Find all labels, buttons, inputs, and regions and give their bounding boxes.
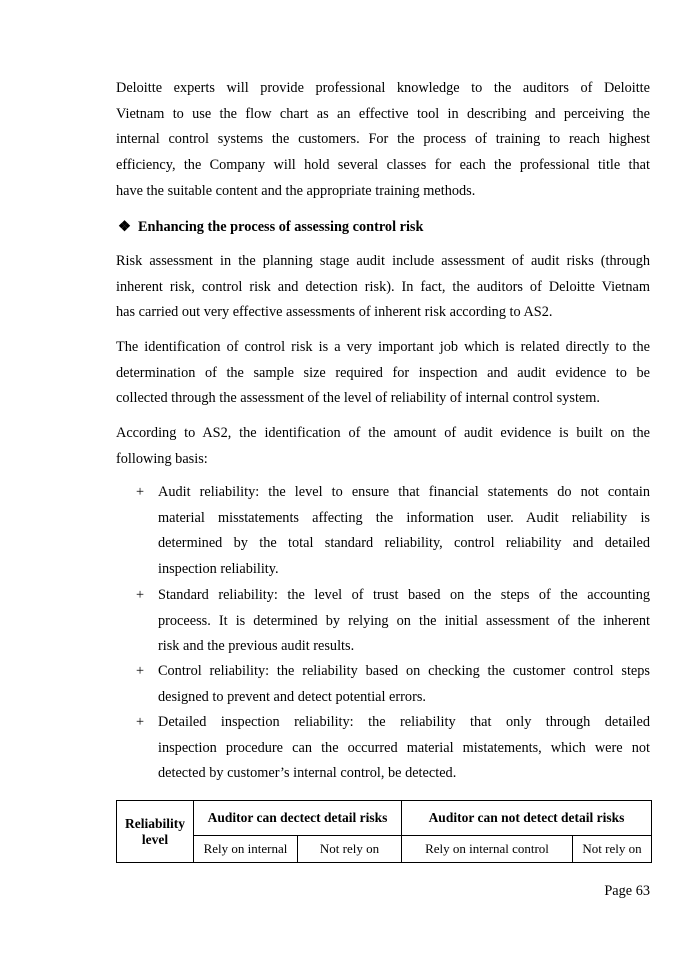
header-can-detect: Auditor can dectect detail risks bbox=[194, 801, 402, 836]
reliability-table bbox=[116, 800, 652, 863]
paragraph-1 bbox=[116, 76, 650, 204]
plus-bullet-icon: + bbox=[136, 484, 145, 500]
text-line: inspection procedure can the occurred material mistatements, which were not bbox=[158, 739, 650, 756]
text-line: efficiency, the Company will hold several classes for each the professional title that bbox=[116, 157, 650, 174]
text-line: determined by the total standard reliability, control reliability and detailed bbox=[158, 535, 650, 552]
text-line: internal control systems the customers. For the process of training to reach highest bbox=[116, 131, 650, 148]
text-line: proceess. It is determined by relying on the initial assessment of the inherent bbox=[158, 612, 650, 629]
list-item-text bbox=[158, 659, 650, 710]
heading-text: Enhancing the process of assessing control risk bbox=[138, 219, 424, 235]
plus-bullet-icon: + bbox=[136, 714, 145, 730]
header-reliability-level: Reliability level bbox=[117, 801, 194, 863]
subheader-cell: Not rely on bbox=[573, 836, 652, 863]
plus-bullet-icon: + bbox=[136, 663, 145, 679]
list-item-text bbox=[158, 710, 650, 787]
section-heading bbox=[118, 217, 423, 237]
text-line: inherent risk, control risk and detection risk). In fact, the auditors of Deloitte Vietnam bbox=[116, 278, 650, 295]
text-line: According to AS2, the identification of the amount of audit evidence is built on the bbox=[116, 425, 650, 441]
list-item-text bbox=[158, 480, 650, 583]
subheader-cell: Not rely on bbox=[298, 836, 402, 863]
list-item bbox=[116, 659, 650, 710]
text-line: material misstatements affecting the information user. Audit reliability is bbox=[158, 509, 650, 526]
list-item-text bbox=[158, 583, 650, 660]
diamond-bullet-icon: ❖ bbox=[118, 219, 131, 235]
paragraph-2 bbox=[116, 249, 650, 326]
paragraph-4 bbox=[116, 421, 650, 472]
text-line: determination of the sample size required for inspection and audit evidence to be bbox=[116, 364, 650, 381]
text-line: Audit reliability: the level to ensure that financial statements do not contain bbox=[158, 484, 650, 500]
subheader-cell: Rely on internal control bbox=[402, 836, 573, 863]
text-line: following basis: bbox=[116, 450, 208, 467]
text-line: Standard reliability: the level of trust based on the steps of the accounting bbox=[158, 587, 650, 603]
text-line: The identification of control risk is a very important job which is related directly to the bbox=[116, 339, 650, 355]
text-line: detected by customer’s internal control, be detected. bbox=[158, 765, 457, 782]
page-number: Page 63 bbox=[604, 883, 650, 899]
text-line: collected through the assessment of the level of reliability of internal control system. bbox=[116, 390, 600, 407]
text-line: Control reliability: the reliability based on checking the customer control steps bbox=[158, 663, 650, 679]
text-line: risk and the previous audit results. bbox=[158, 638, 355, 655]
text-line: Detailed inspection reliability: the reliability that only through detailed bbox=[158, 714, 650, 730]
text-line: Deloitte experts will provide professional knowledge to the auditors of Deloitte bbox=[116, 80, 650, 96]
text-line: designed to prevent and detect potential errors. bbox=[158, 688, 426, 705]
text-line: has carried out very effective assessments of inherent risk according to AS2. bbox=[116, 304, 553, 321]
list-item bbox=[116, 710, 650, 787]
plus-bullet-icon: + bbox=[136, 587, 145, 603]
subheader-cell: Rely on internal bbox=[194, 836, 298, 863]
header-cannot-detect: Auditor can not detect detail risks bbox=[402, 801, 652, 836]
text-line: have the suitable content and the appropriate training methods. bbox=[116, 182, 476, 199]
text-line: Vietnam to use the flow chart as an effective tool in describing and perceiving the bbox=[116, 105, 650, 122]
list-item bbox=[116, 480, 650, 583]
list-item bbox=[116, 583, 650, 660]
text-line: inspection reliability. bbox=[158, 561, 279, 578]
paragraph-3 bbox=[116, 335, 650, 412]
text-line: Risk assessment in the planning stage audit include assessment of audit risks (through bbox=[116, 253, 650, 269]
